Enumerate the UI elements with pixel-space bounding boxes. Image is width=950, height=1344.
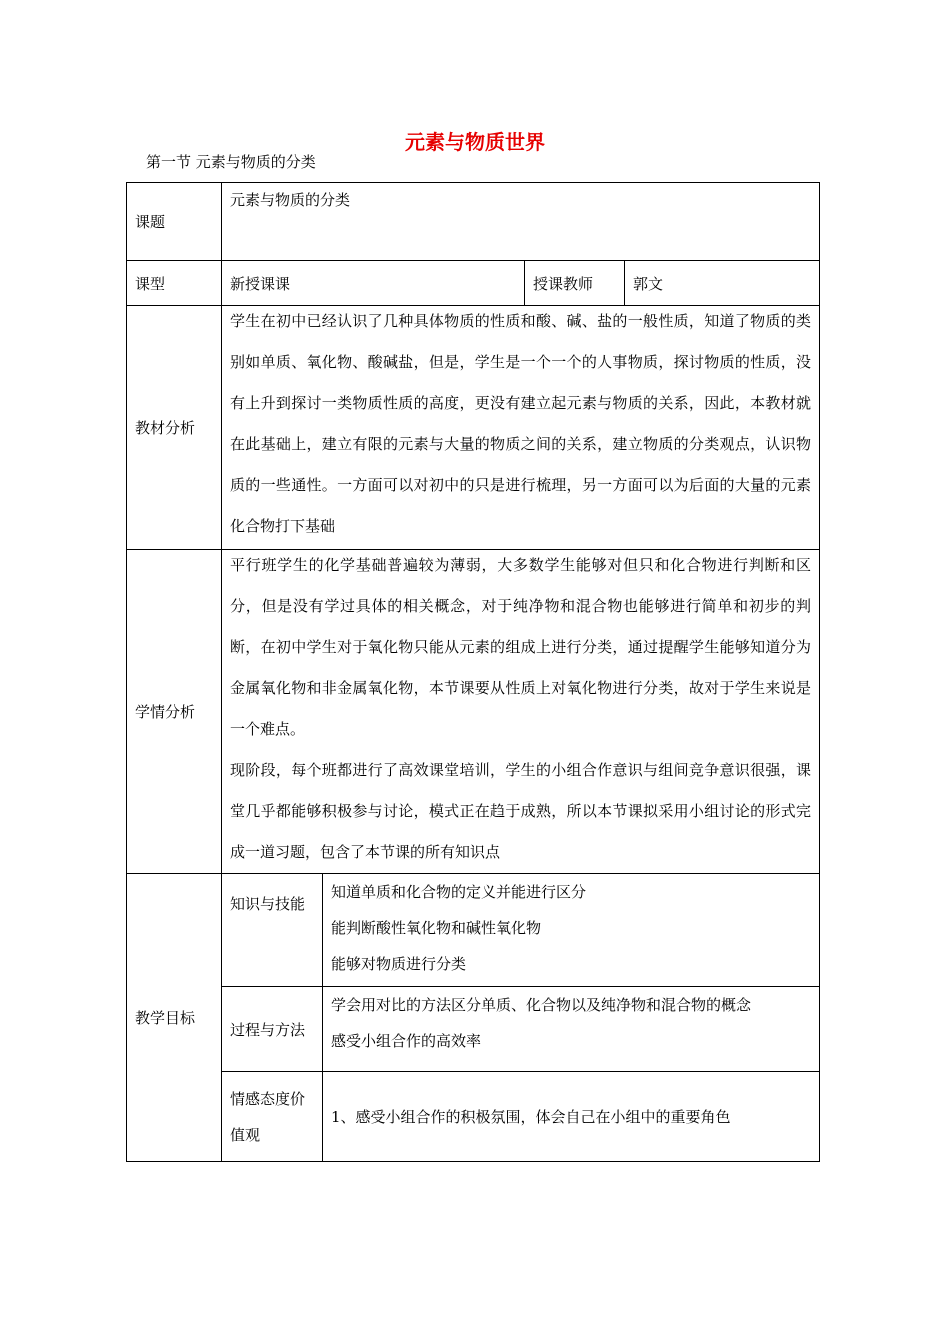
emotion-row <box>127 1072 820 1162</box>
lesson-plan-table <box>126 182 820 1162</box>
process-item-2: 感受小组合作的高效率 <box>331 1032 482 1050</box>
student-text-2: 现阶段，每个班都进行了高效课堂培训，学生的小组合作意识与组间竞争意识很强，课堂几乎都能够积极参与讨论，模式正在趋于成熟，所以本节课拟采用小组讨论的形式完成一道习题，包含了本节课的所有知识点 <box>230 761 812 861</box>
type-row <box>127 261 820 306</box>
topic-label: 课题 <box>127 183 222 261</box>
topic-value: 元素与物质的分类 <box>222 183 820 261</box>
knowledge-item-3: 能够对物质进行分类 <box>331 955 467 973</box>
process-cell <box>323 987 820 1072</box>
topic-row <box>127 183 820 261</box>
material-label: 教材分析 <box>127 306 222 550</box>
student-row <box>127 550 820 874</box>
type-label: 课型 <box>127 261 222 306</box>
student-text-1: 平行班学生的化学基础普遍较为薄弱，大多数学生能够对但只和化合物进行判断和区分，但是没有学过具体的相关概念，对于纯净物和混合物也能够进行简单和初步的判断，在初中学生对于氧化物只能从元素的组成上进行分类，通过提醒学生能够知道分为金属氧化物和非金属氧化物，本节课要从性质上对氧化物进行分类，故对于学生来说是一个难点。 <box>230 556 812 738</box>
material-cell <box>222 306 820 550</box>
document-title: 元素与物质世界 <box>405 130 545 154</box>
teacher-value: 郭文 <box>625 261 820 306</box>
goals-label: 教学目标 <box>127 874 222 1162</box>
teacher-label: 授课教师 <box>525 261 625 306</box>
student-cell <box>222 550 820 874</box>
knowledge-cell <box>323 874 820 987</box>
material-text: 学生在初中已经认识了几种具体物质的性质和酸、碱、盐的一般性质，知道了物质的类别如单质、氧化物、酸碱盐，但是，学生是一个一个的人事物质，探讨物质的性质，没有上升到探讨一类物质性质的高度，更没有建立起元素与物质的关系，因此，本教材就在此基础上，建立有限的元素与大量的物质之间的关系，建立物质的分类观点，认识物质的一些通性。一方面可以对初中的只是进行梳理，另一方面可以为后面的大量的元素化合物打下基础 <box>230 312 812 535</box>
material-row <box>127 306 820 550</box>
knowledge-item-1: 知道单质和化合物的定义并能进行区分 <box>331 883 587 901</box>
knowledge-item-2: 能判断酸性氧化物和碱性氧化物 <box>331 919 542 937</box>
process-item-1: 学会用对比的方法区分单质、化合物以及纯净物和混合物的概念 <box>331 996 752 1014</box>
emotion-text: 1、感受小组合作的积极氛围，体会自己在小组中的重要角色 <box>323 1072 820 1162</box>
process-row <box>127 987 820 1072</box>
emotion-label: 情感态度价值观 <box>222 1072 323 1162</box>
section-subtitle: 第一节 元素与物质的分类 <box>146 153 316 171</box>
knowledge-label: 知识与技能 <box>222 874 323 987</box>
type-value: 新授课课 <box>222 261 525 306</box>
process-label: 过程与方法 <box>222 987 323 1072</box>
student-label: 学情分析 <box>127 550 222 874</box>
knowledge-row <box>127 874 820 987</box>
